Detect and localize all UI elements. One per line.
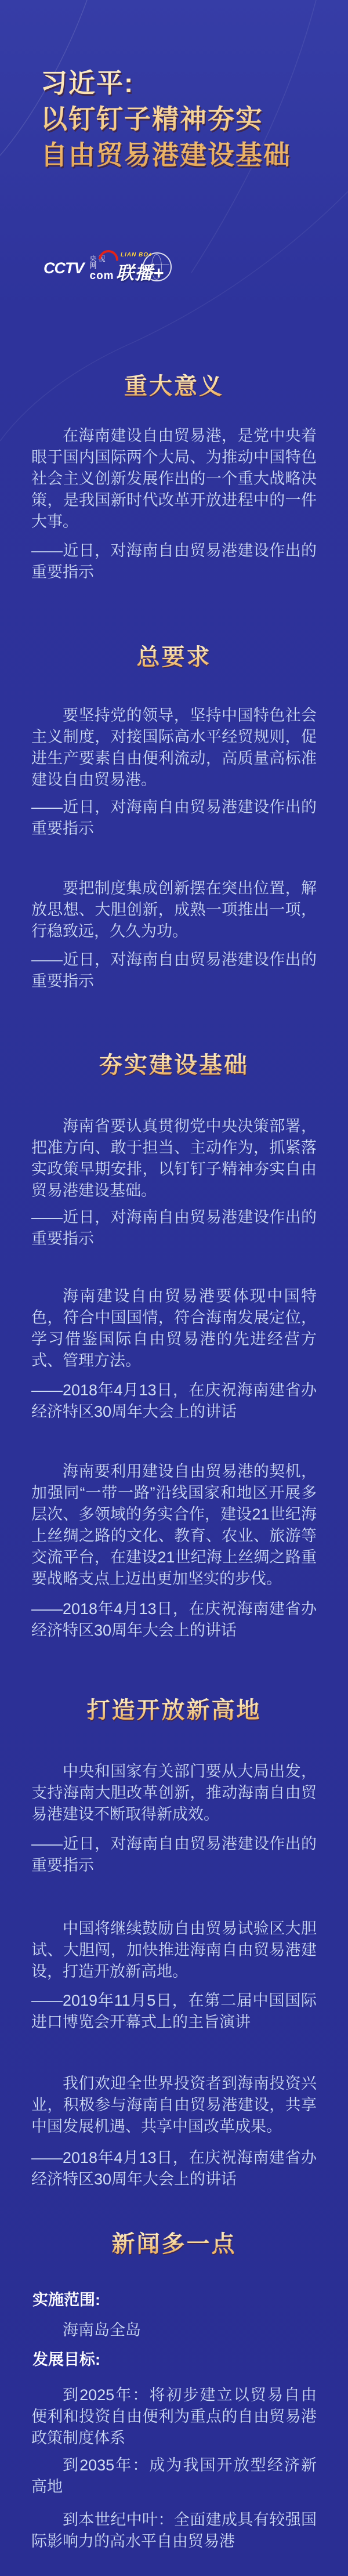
goal-2035: 到2035年：成为我国开放型经济新高地 bbox=[31, 2456, 317, 2495]
lianbo-cn-label: 联播+ bbox=[116, 263, 165, 283]
attribution-line: ——2018年4月13日，在庆祝海南建省办经济特区30周年大会上的讲话 bbox=[31, 1600, 317, 1639]
attribution-line: ——近日，对海南自由贸易港建设作出的重要指示 bbox=[31, 542, 317, 581]
field-label-goals: 发展目标: bbox=[32, 2351, 100, 2368]
section-heading-major-significance: 重大意义 bbox=[0, 372, 348, 400]
section-heading-solid-foundation: 夯实建设基础 bbox=[0, 1051, 348, 1079]
main-title-line-2: 以钉钉子精神夯实 bbox=[41, 104, 263, 134]
cctv-domain-label: com bbox=[89, 270, 114, 282]
quote-paragraph: 在海南建设自由贸易港，是党中央着眼于国内国际两个大局、为推动中国特色社会主义创新发展作出的一个重大战略决策，是我国新时代改革开放进程中的一件大事。 bbox=[31, 427, 317, 530]
quote-paragraph: 海南省要认真贯彻党中央决策部署，把准方向、敢于担当、主动作为，抓紧落实政策早期安排，以钉钉子精神夯实自由贸易港建设基础。 bbox=[31, 1117, 317, 1199]
attribution-line: ——近日，对海南自由贸易港建设作出的重要指示 bbox=[31, 798, 317, 837]
cctv-wordmark: CCTV bbox=[44, 259, 84, 277]
lianbo-en-label: LIAN BO+ bbox=[121, 252, 153, 258]
section-heading-new-heights-of-openness: 打造开放新高地 bbox=[0, 1696, 348, 1724]
main-title-line-1: 习近平: bbox=[41, 68, 135, 98]
section-heading-general-requirements: 总要求 bbox=[0, 643, 348, 671]
attribution-line: ——近日，对海南自由贸易港建设作出的重要指示 bbox=[31, 1835, 317, 1874]
quote-paragraph: 海南建设自由贸易港要体现中国特色，符合中国国情，符合海南发展定位，学习借鉴国际自由贸易港的先进经营方式、管理方法。 bbox=[31, 1287, 317, 1369]
attribution-line: ——2018年4月13日，在庆祝海南建省办经济特区30周年大会上的讲话 bbox=[31, 1381, 317, 1420]
quote-paragraph: 我们欢迎全世界投资者到海南投资兴业，积极参与海南自由贸易港建设，共享中国发展机遇、共享中国改革成果。 bbox=[31, 2075, 317, 2135]
main-title-line-3: 自由贸易港建设基础 bbox=[41, 140, 291, 170]
quote-paragraph: 要把制度集成创新摆在突出位置，解放思想、大胆创新，成熟一项推出一项，行稳致远，久久为功。 bbox=[31, 880, 317, 940]
goal-mid-century: 到本世纪中叶：全面建成具有较强国际影响力的高水平自由贸易港 bbox=[31, 2511, 317, 2550]
lianbo-logo bbox=[115, 251, 173, 283]
attribution-line: ——2019年11月5日，在第二届中国国际进口博览会开幕式上的主旨演讲 bbox=[31, 1992, 317, 2031]
quote-paragraph: 中央和国家有关部门要从大局出发，支持海南大胆改革创新，推动海南自由贸易港建设不断取得新成效。 bbox=[31, 1763, 317, 1823]
main-title bbox=[41, 65, 291, 173]
cctv-logo bbox=[44, 255, 114, 281]
cctv-cn-label: 央视网 bbox=[89, 255, 107, 270]
goal-2025: 到2025年：将初步建立以贸易自由便利和投资自由便利为重点的自由贸易港政策制度体系 bbox=[31, 2386, 317, 2447]
field-label-scope: 实施范围: bbox=[32, 2291, 100, 2309]
attribution-line: ——2018年4月13日，在庆祝海南建省办经济特区30周年大会上的讲话 bbox=[31, 2149, 317, 2188]
quote-paragraph: 中国将继续鼓励自由贸易试验区大胆试、大胆闯，加快推进海南自由贸易港建设，打造开放新高地。 bbox=[31, 1920, 317, 1980]
quote-paragraph: 海南要利用建设自由贸易港的契机，加强同“一带一路”沿线国家和地区开展多层次、多领域的务实合作，建设21世纪海上丝绸之路的文化、教育、农业、旅游等交流平台，在建设21世纪海上丝绸之路重要战略支点上迈出更加坚实的步伐。 bbox=[31, 1463, 317, 1587]
quote-paragraph: 要坚持党的领导，坚持中国特色社会主义制度，对接国际高水平经贸规则，促进生产要素自由便利流动，高质量高标准建设自由贸易港。 bbox=[31, 707, 317, 788]
section-heading-more-news: 新闻多一点 bbox=[0, 2230, 348, 2258]
scope-value: 海南岛全岛 bbox=[63, 2321, 141, 2339]
attribution-line: ——近日，对海南自由贸易港建设作出的重要指示 bbox=[31, 951, 317, 990]
attribution-line: ——近日，对海南自由贸易港建设作出的重要指示 bbox=[31, 1209, 317, 1247]
